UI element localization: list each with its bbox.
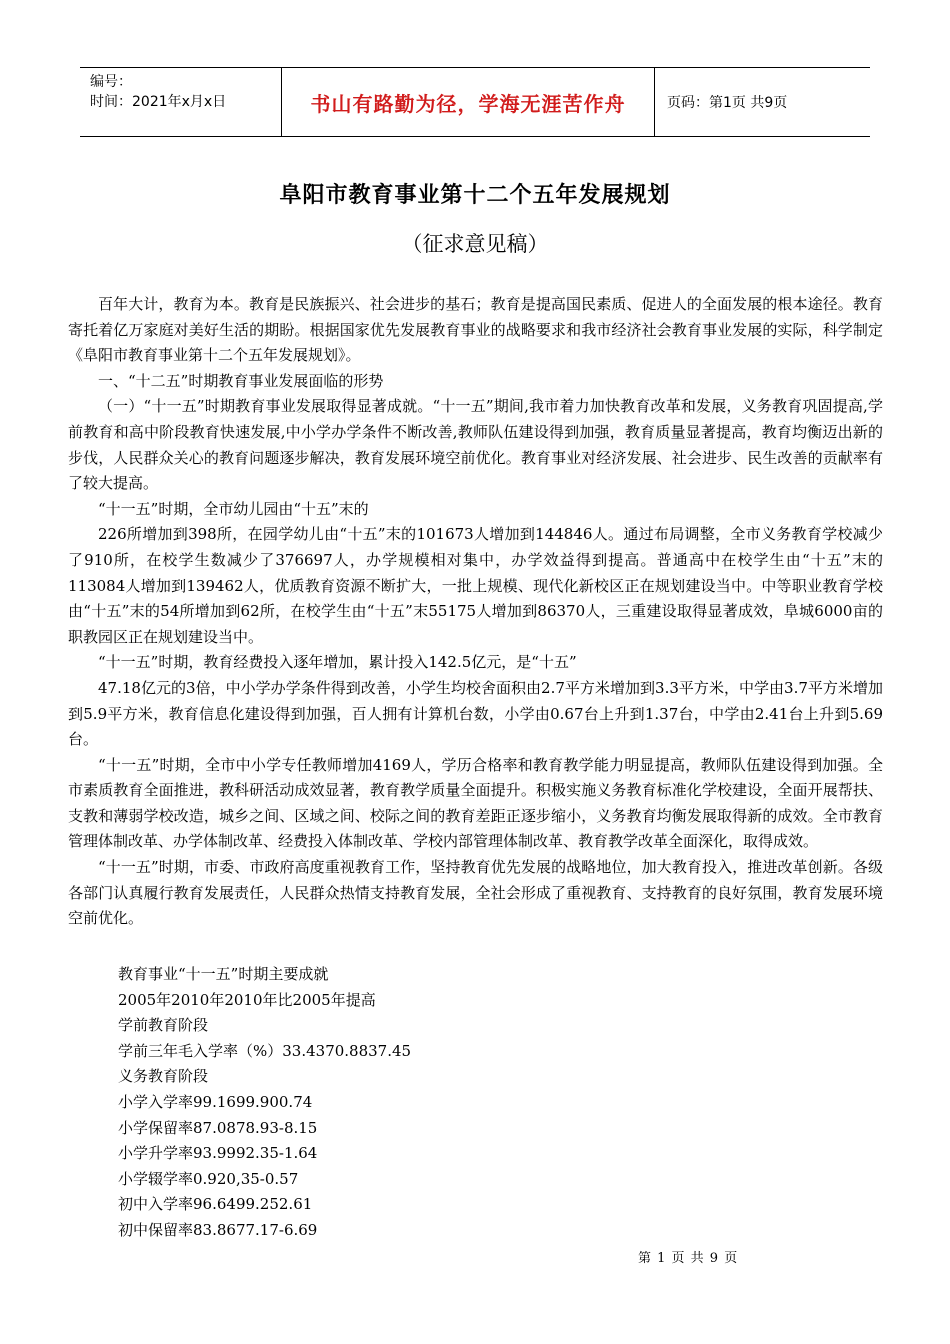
paragraph: “十一五”时期，全市幼儿园由“十五”末的 (98, 499, 369, 518)
number-label: 编号： (90, 74, 132, 90)
table-line: 小学保留率87.0878.93-8.15 (118, 1118, 318, 1137)
body-text (68, 292, 883, 932)
achievements-table (118, 962, 618, 1244)
paragraph: 47.18亿元的3倍，中小学办学条件得到改善，小学生均校舍面积由2.7平方米增加到3.3平方米，中学由3.7平方米增加到5.9平方米，教育信息化建设得到加强，百人拥有计算机台数，小学由0.67台上升到1.37台，中学由2.41台上升到5.69台。 (68, 678, 883, 749)
table-line: 小学升学率93.9992.35-1.64 (118, 1144, 318, 1163)
table-line: 教育事业“十一五”时期主要成就 (118, 965, 329, 983)
paragraph: 226所增加到398所，在园学幼儿由“十五”末的101673人增加到144846人。通过布局调整，全市义务教育学校减少了910所，在校学生数减少了376697人，办学规模相对集中，办学效益得到提高。普通高中在校学生由“十五”末的113084人增加到139462人，优质教育资源不断扩大，一批上规模、现代化新校区正在规划建设当中。中等职业教育学校由“十五”末的54所增加到62所，在校学生由“十五”末55175人增加到86370人，三重建设取得显著成效，阜城6000亩的职教园区正在规划建设当中。 (68, 525, 883, 646)
document-title: 阜阳市教育事业第十二个五年发展规划 (279, 182, 671, 208)
table-line: 义务教育阶段 (118, 1067, 209, 1086)
header-motto: 书山有路勤为径，学海无涯苦作舟 (281, 68, 655, 136)
table-line: 初中保留率83.8677.17-6.69 (118, 1220, 318, 1239)
paragraph: “十一五”时期，全市中小学专任教师增加4169人，学历合格率和教育教学能力明显提高，教师队伍建设得到加强。全市素质教育全面推进，教科研活动成效显著，教育教学质量全面提升。积极实施义务教育标准化学校建设，全面开展帮扶、支教和薄弱学校改造，城乡之间、区域之间、校际之间的教育差距正逐步缩小，义务教育均衡发展取得新的成效。全市教育管理体制改革、办学体制改革、经费投入体制改革、学校内部管理体制改革、教育教学改革全面深化，取得成效。 (68, 755, 883, 851)
paragraph: 百年大计，教育为本。教育是民族振兴、社会进步的基石；教育是提高国民素质、促进人的全面发展的根本途径。教育寄托着亿万家庭对美好生活的期盼。根据国家优先发展教育事业的战略要求和我市经济社会教育事业发展的实际，科学制定《阜阳市教育事业第十二个五年发展规划》。 (68, 295, 883, 365)
table-line: 学前教育阶段 (118, 1016, 209, 1035)
paragraph: （一）“十一五”时期教育事业发展取得显著成就。“十一五”期间,我市着力加快教育改革和发展，义务教育巩固提高,学前教育和高中阶段教育快速发展,中小学办学条件不断改善,教师队伍建设得到加强，教育质量显著提高，教育均衡迈出新的步伐，人民群众关心的教育问题逐步解决，教育发展环境空前优化。教育事业对经济发展、社会进步、民生改善的贡献率有了较大提高。 (68, 397, 883, 493)
paragraph: “十一五”时期，市委、市政府高度重视教育工作，坚持教育优先发展的战略地位，加大教育投入，推进改革创新。各级各部门认真履行教育发展责任，人民群众热情支持教育发展，全社会形成了重视教育、支持教育的良好氛围，教育发展环境空前优化。 (68, 858, 883, 928)
header-meta (80, 68, 281, 136)
date-label: 时间：2021年x月x日 (90, 94, 227, 110)
paragraph: “十一五”时期，教育经费投入逐年增加，累计投入142.5亿元，是“十五” (98, 653, 577, 672)
document-subtitle: （征求意见稿） (401, 232, 549, 256)
section-heading: 一、“十二五”时期教育事业发展面临的形势 (98, 371, 384, 390)
page-footer: 第 1 页 共 9 页 (638, 1251, 739, 1266)
table-line: 小学入学率99.1699.900.74 (118, 1092, 313, 1111)
header-page-info: 页码：第1页 共9页 (667, 95, 788, 111)
page-header (80, 67, 870, 137)
table-line: 2005年2010年2010年比2005年提高 (118, 990, 376, 1009)
table-line: 学前三年毛入学率（%）33.4370.8837.45 (118, 1041, 412, 1060)
table-line: 初中入学率96.6499.252.61 (118, 1195, 313, 1214)
table-line: 小学辍学率0.920,35-0.57 (118, 1169, 299, 1188)
